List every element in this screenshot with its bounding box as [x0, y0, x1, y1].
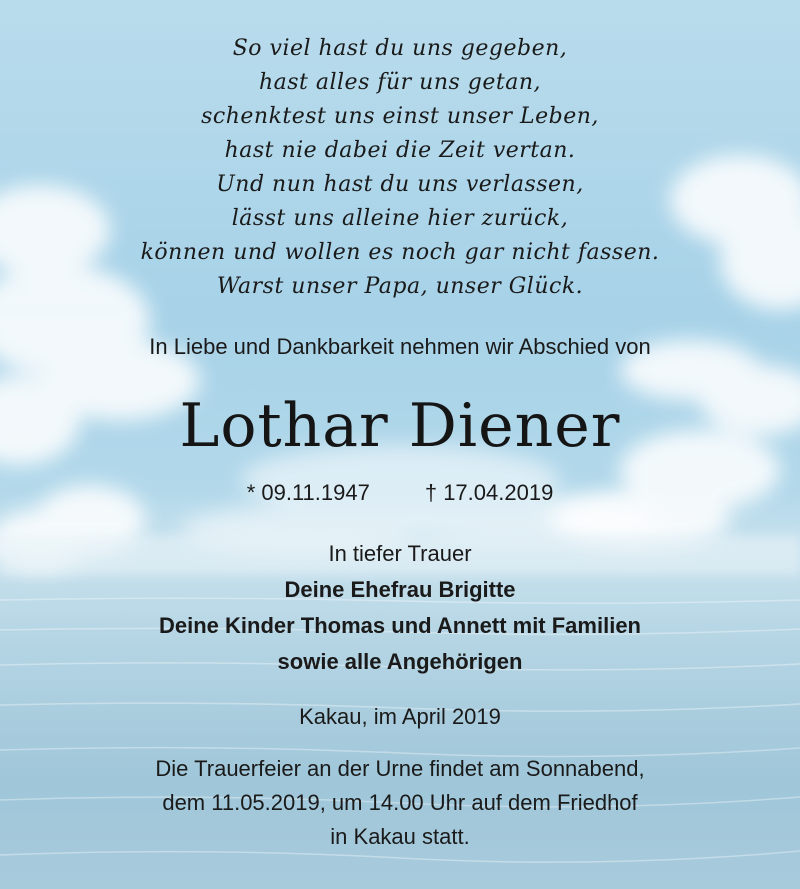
place-date: Kakau, im April 2019: [299, 704, 501, 729]
life-dates: [0, 476, 800, 510]
poem-line: schenktest uns einst unser Leben,: [201, 104, 599, 129]
mourning-heading: In tiefer Trauer: [328, 541, 472, 566]
farewell-intro: In Liebe und Dankbarkeit nehmen wir Abschied von: [149, 334, 651, 359]
service-line: dem 11.05.2019, um 14.00 Uhr auf dem Friedhof: [162, 790, 638, 815]
service-line: in Kakau statt.: [330, 824, 470, 849]
poem-line: Warst unser Papa, unser Glück.: [216, 274, 584, 299]
mourners: [0, 536, 800, 680]
poem-line: hast alles für uns getan,: [258, 70, 542, 95]
deceased-name: Lothar Diener: [179, 391, 621, 461]
funeral-service-info: [0, 752, 800, 854]
poem-line: hast nie dabei die Zeit vertan.: [224, 138, 576, 163]
poem-line: Und nun hast du uns verlassen,: [216, 172, 584, 197]
poem-line: können und wollen es noch gar nicht fassen.: [140, 240, 660, 265]
mourner-line: Deine Ehefrau Brigitte: [284, 577, 516, 602]
service-line: Die Trauerfeier an der Urne findet am Sonnabend,: [155, 756, 645, 781]
birth-date: * 09.11.1947: [246, 480, 370, 505]
poem-line: So viel hast du uns gegeben,: [232, 36, 568, 61]
poem: [0, 32, 800, 304]
death-date: † 17.04.2019: [424, 480, 554, 505]
mourner-line: Deine Kinder Thomas und Annett mit Familien: [158, 613, 641, 638]
poem-line: lässt uns alleine hier zurück,: [231, 206, 569, 231]
mourner-line: sowie alle Angehörigen: [277, 649, 523, 674]
